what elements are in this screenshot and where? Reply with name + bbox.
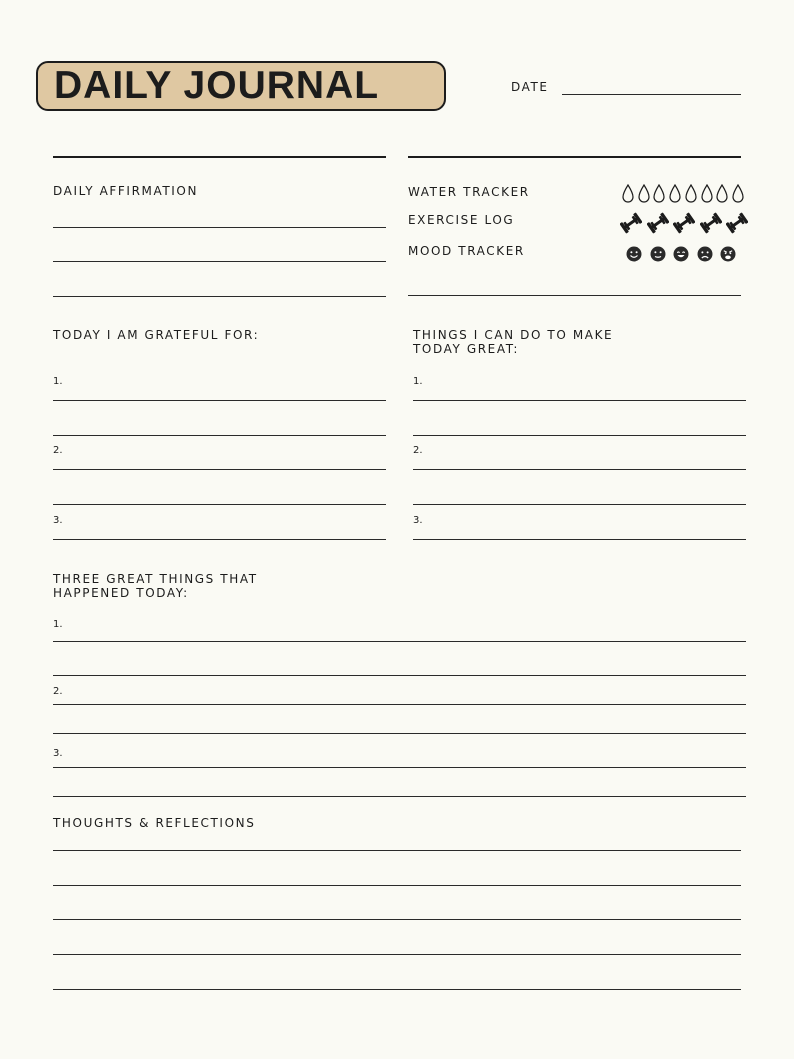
thoughts-line[interactable] xyxy=(53,850,741,851)
water-tracker-label: WATER TRACKER xyxy=(408,185,530,199)
water-drop-icon[interactable] xyxy=(653,184,665,204)
affirmation-line[interactable] xyxy=(53,261,386,262)
things-label-line1: THINGS I CAN DO TO MAKE xyxy=(413,328,614,342)
great-things-number-3: 3. xyxy=(53,748,63,759)
sad-face-icon[interactable] xyxy=(697,246,713,262)
water-drop-icon[interactable] xyxy=(716,184,728,204)
dumbbell-icon[interactable] xyxy=(620,212,642,234)
happy-face-icon[interactable] xyxy=(673,246,689,262)
things-line[interactable] xyxy=(413,469,746,470)
great-things-number-2: 2. xyxy=(53,686,63,697)
things-line[interactable] xyxy=(413,400,746,401)
thoughts-line[interactable] xyxy=(53,919,741,920)
things-line[interactable] xyxy=(413,539,746,540)
grateful-line[interactable] xyxy=(53,539,386,540)
date-label: DATE xyxy=(511,80,549,94)
water-drop-icon[interactable] xyxy=(685,184,697,204)
water-drop-icon[interactable] xyxy=(732,184,744,204)
great-things-label-line1: THREE GREAT THINGS THAT xyxy=(53,572,258,586)
great-things-line[interactable] xyxy=(53,733,746,734)
angry-face-icon[interactable] xyxy=(720,246,736,262)
water-drop-icon[interactable] xyxy=(622,184,634,204)
left-section-rule xyxy=(53,156,386,158)
things-label-line2: TODAY GREAT: xyxy=(413,342,519,356)
grateful-line[interactable] xyxy=(53,504,386,505)
grateful-number-3: 3. xyxy=(53,515,63,526)
page-title: DAILY JOURNAL xyxy=(54,64,380,107)
neutral-face-icon[interactable] xyxy=(650,246,666,262)
dumbbell-icon[interactable] xyxy=(647,212,669,234)
grateful-line[interactable] xyxy=(53,400,386,401)
affirmation-label: DAILY AFFIRMATION xyxy=(53,184,199,198)
exercise-log-label: EXERCISE LOG xyxy=(408,213,515,227)
right-section-rule xyxy=(408,156,741,158)
thoughts-label: THOUGHTS & REFLECTIONS xyxy=(53,816,256,830)
grateful-line[interactable] xyxy=(53,469,386,470)
dumbbell-icon[interactable] xyxy=(726,212,748,234)
things-number-1: 1. xyxy=(413,376,423,387)
mood-tracker xyxy=(626,245,736,263)
date-field[interactable] xyxy=(562,94,741,95)
thoughts-line[interactable] xyxy=(53,989,741,990)
grateful-label: TODAY I AM GRATEFUL FOR: xyxy=(53,328,260,342)
dumbbell-icon[interactable] xyxy=(673,212,695,234)
water-tracker xyxy=(622,183,744,205)
great-things-line[interactable] xyxy=(53,675,746,676)
things-line[interactable] xyxy=(413,435,746,436)
grateful-number-2: 2. xyxy=(53,445,63,456)
things-number-3: 3. xyxy=(413,515,423,526)
grateful-line[interactable] xyxy=(53,435,386,436)
water-drop-icon[interactable] xyxy=(669,184,681,204)
tracker-bottom-rule xyxy=(408,295,741,296)
great-things-line[interactable] xyxy=(53,641,746,642)
affirmation-line[interactable] xyxy=(53,227,386,228)
mood-tracker-label: MOOD TRACKER xyxy=(408,244,525,258)
smiling-face-icon[interactable] xyxy=(626,246,642,262)
dumbbell-icon[interactable] xyxy=(700,212,722,234)
great-things-label-line2: HAPPENED TODAY: xyxy=(53,586,189,600)
great-things-number-1: 1. xyxy=(53,619,63,630)
thoughts-line[interactable] xyxy=(53,885,741,886)
water-drop-icon[interactable] xyxy=(701,184,713,204)
great-things-line[interactable] xyxy=(53,796,746,797)
things-line[interactable] xyxy=(413,504,746,505)
thoughts-line[interactable] xyxy=(53,954,741,955)
great-things-line[interactable] xyxy=(53,767,746,768)
water-drop-icon[interactable] xyxy=(638,184,650,204)
affirmation-line[interactable] xyxy=(53,296,386,297)
exercise-log xyxy=(620,212,748,234)
things-number-2: 2. xyxy=(413,445,423,456)
grateful-number-1: 1. xyxy=(53,376,63,387)
great-things-line[interactable] xyxy=(53,704,746,705)
